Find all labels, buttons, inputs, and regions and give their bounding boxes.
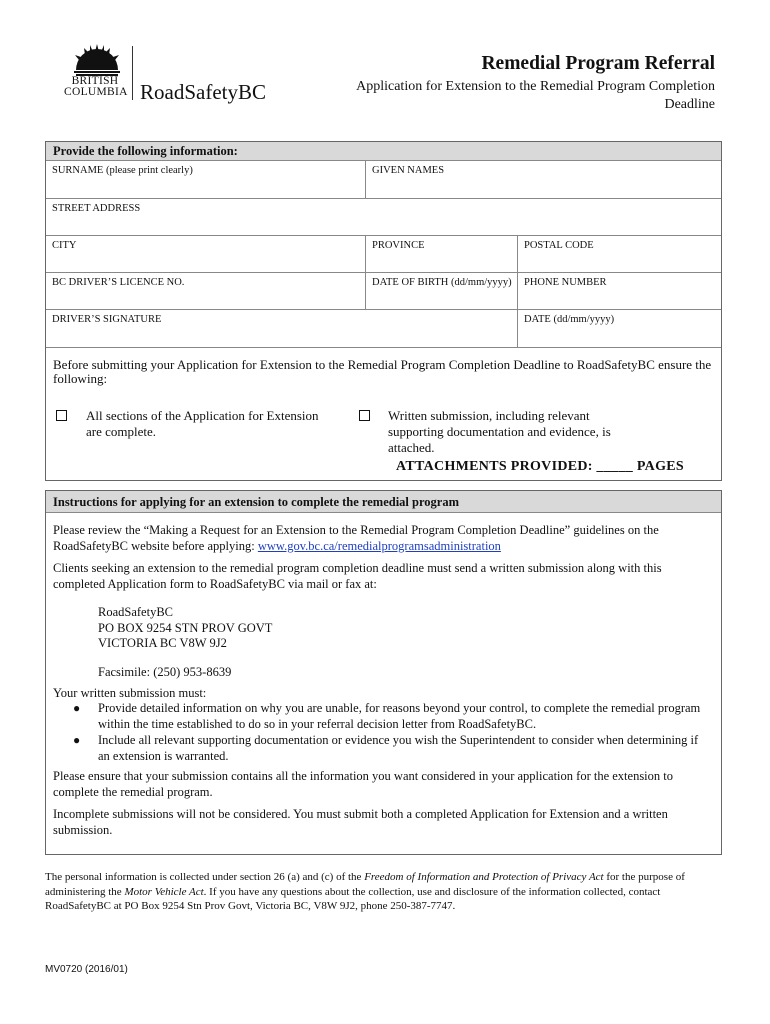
logo-divider <box>132 46 133 100</box>
instructions-para2: Clients seeking an extension to the remedial program completion deadline must send a written submission along with this completed Application form to RoadSafetyBC via mail or fax at: <box>53 561 662 591</box>
instructions-para3: Please ensure that your submission contains all the information you want considered in your application for the extension to complete the remedial program. <box>53 769 674 799</box>
signature-label: DRIVER’S SIGNATURE <box>52 314 162 325</box>
instructions-paragraph <box>53 523 713 554</box>
date-of-birth-label: DATE OF BIRTH (dd/mm/yyyy) <box>372 277 512 288</box>
province-field[interactable] <box>366 236 518 273</box>
checkbox-sections-complete[interactable] <box>56 410 67 421</box>
form-heading: Provide the following information: <box>46 142 721 161</box>
checkbox-submission-attached[interactable] <box>359 410 370 421</box>
postal-code-field[interactable] <box>518 236 721 273</box>
instructions-para1: Please review the “Making a Request for an Extension to the Remedial Program Completion Deadline” guidelines on the RoadSafetyBC website before applying: <box>53 523 659 553</box>
street-address-field[interactable] <box>46 199 721 236</box>
given-names-label: GIVEN NAMES <box>372 165 445 176</box>
bc-logo <box>62 42 266 104</box>
checklist-item-label: Written submission, including relevant supporting documentation and evidence, is attached. <box>388 408 611 455</box>
address-line: RoadSafetyBC <box>98 605 173 619</box>
instructions-heading: Instructions for applying for an extension to complete the remedial program <box>46 491 721 513</box>
city-field[interactable] <box>46 236 366 273</box>
bullet-icon: ● <box>73 733 81 747</box>
signature-field[interactable] <box>46 310 518 348</box>
date-label: DATE (dd/mm/yyyy) <box>524 314 615 325</box>
instructions-para4: Incomplete submissions will not be considered. You must submit both a completed Application for Extension and a written submission. <box>53 807 668 837</box>
given-names-field[interactable] <box>366 161 721 199</box>
city-label: CITY <box>52 240 77 251</box>
requirement-item: Provide detailed information on why you are unable, for reasons beyond your control, to complete the remedial program within the time established to do so in your referral decision letter from RoadSafetyBC. <box>98 701 701 731</box>
motor-vehicle-act-name: Motor Vehicle Act <box>124 885 204 898</box>
surname-label: SURNAME (please print clearly) <box>52 165 193 176</box>
must-intro: Your written submission must: <box>53 686 207 700</box>
form-number: MV0720 (2016/01) <box>45 964 128 975</box>
surname-field[interactable] <box>46 161 366 199</box>
requirement-item: Include all relevant supporting documentation or evidence you wish the Superintendent to consider when determining if an extension is warranted. <box>98 733 699 763</box>
foippa-act-name: Freedom of Information and Protection of Privacy Act <box>364 871 604 883</box>
instructions-box <box>45 490 722 855</box>
privacy-notice <box>45 870 725 914</box>
address-line: PO BOX 9254 STN PROV GOVT <box>98 620 273 635</box>
date-of-birth-field[interactable] <box>366 273 518 310</box>
privacy-text: . If you have any questions about the collection, use and disclosure of the information collected, contact RoadSafetyBC at PO Box 9254 Stn Prov Govt, Victoria BC, V8W 9J2, phone 250-387-7747. <box>45 885 661 912</box>
address-line: VICTORIA BC V8W 9J2 <box>98 636 227 650</box>
page-title: Remedial Program Referral <box>481 53 715 74</box>
sun-emblem-icon <box>62 42 132 78</box>
phone-number-label: PHONE NUMBER <box>524 277 607 288</box>
applicant-info-form <box>45 141 722 481</box>
privacy-text: The personal information is collected under section 26 (a) and (c) of the <box>45 871 365 883</box>
fax-number: Facsimile: (250) 953-8639 <box>98 665 232 679</box>
street-address-label: STREET ADDRESS <box>52 203 141 214</box>
remedial-programs-link[interactable]: www.gov.bc.ca/remedialprogramsadministration <box>257 538 501 553</box>
province-label: PROVINCE <box>372 240 425 251</box>
privacy-text: for the purpose of administering the <box>45 871 685 898</box>
org-name: RoadSafetyBC <box>140 80 266 104</box>
bullet-icon: ● <box>73 701 81 715</box>
date-field[interactable] <box>518 310 721 348</box>
checklist-item-label: All sections of the Application for Extension are complete. <box>86 408 319 439</box>
phone-number-field[interactable] <box>518 273 721 310</box>
logo-text-columbia: COLUMBIA <box>64 86 128 98</box>
postal-code-label: POSTAL CODE <box>524 240 594 251</box>
mailing-address <box>98 605 272 652</box>
submit-note: Before submitting your Application for Extension to the Remedial Program Completion Deadline to RoadSafetyBC ensure the following: <box>53 357 712 386</box>
licence-number-label: BC DRIVER’S LICENCE NO. <box>52 277 185 288</box>
licence-number-field[interactable] <box>46 273 366 310</box>
logo-text-british: BRITISH <box>71 75 119 87</box>
page-subtitle: Application for Extension to the Remedial Program Completion Deadline <box>356 79 715 112</box>
attachments-provided: ATTACHMENTS PROVIDED: _____ PAGES <box>396 459 684 474</box>
